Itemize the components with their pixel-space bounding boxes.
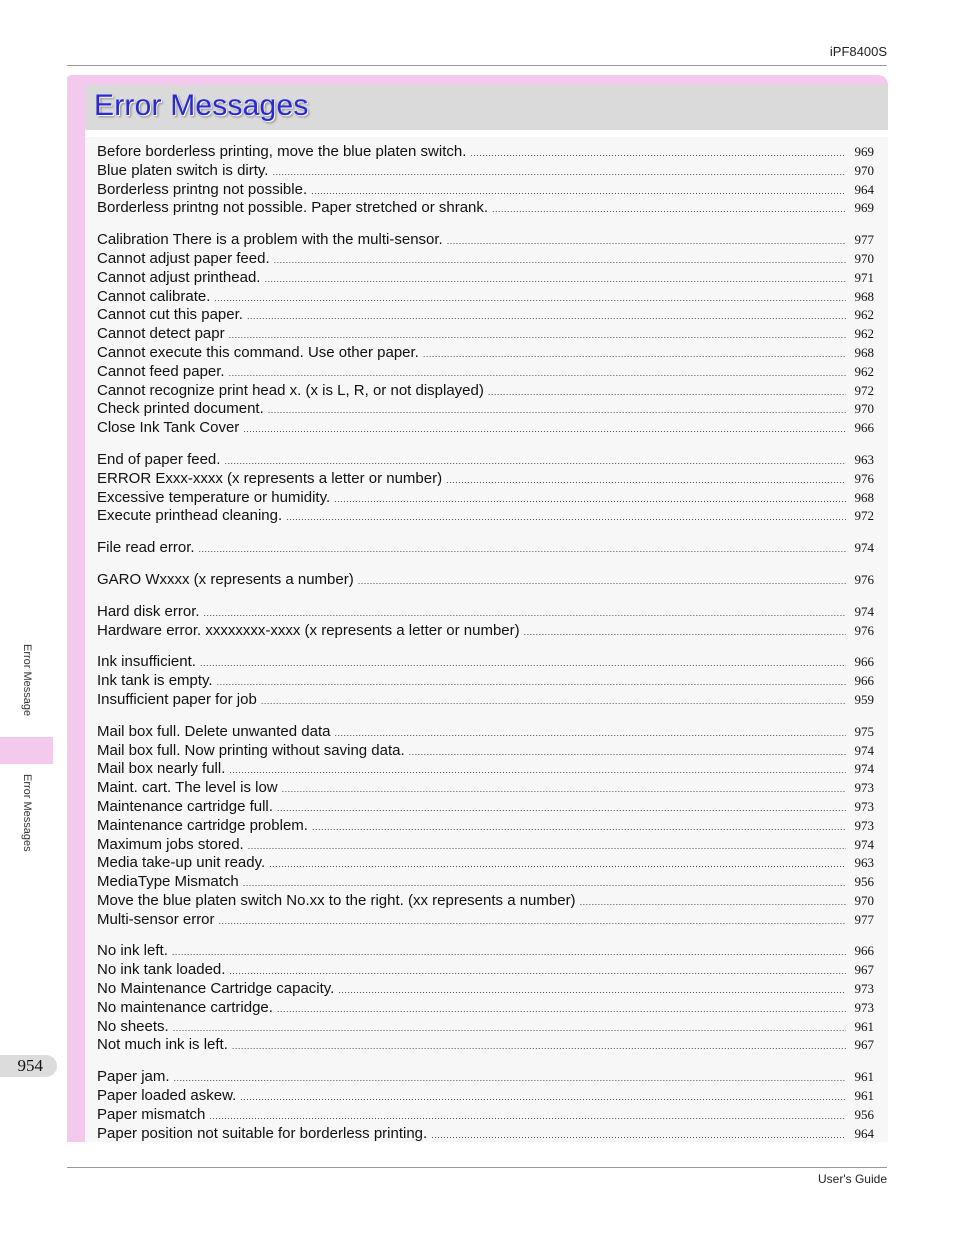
entry-page-number[interactable]: 962: [854, 307, 874, 323]
footer-rule: [67, 1167, 887, 1168]
index-group: [97, 571, 874, 590]
index-entry[interactable]: [97, 250, 874, 269]
entry-title[interactable]: Cannot execute this command. Use other paper.: [97, 343, 419, 361]
entry-title[interactable]: MediaType Mismatch: [97, 873, 239, 891]
index-group: [97, 1068, 874, 1143]
entry-page-number[interactable]: 974: [854, 540, 874, 556]
dot-leader: [219, 912, 846, 931]
dot-leader: [286, 508, 846, 527]
index-entry[interactable]: [97, 1068, 874, 1087]
entry-page-number[interactable]: 966: [854, 943, 874, 959]
index-entry[interactable]: [97, 571, 874, 590]
dot-leader: [247, 307, 846, 326]
entry-page-number[interactable]: 973: [854, 798, 874, 814]
dot-leader: [272, 163, 846, 182]
index-entry[interactable]: [97, 854, 874, 873]
entry-page-number[interactable]: 972: [854, 508, 874, 524]
index-entry[interactable]: [97, 603, 874, 622]
entry-title[interactable]: Maintenance cartridge problem.: [97, 816, 308, 834]
index-entry[interactable]: [97, 143, 874, 162]
entry-page-number[interactable]: 971: [854, 269, 874, 285]
index-entry[interactable]: [97, 507, 874, 526]
entry-title[interactable]: Maximum jobs stored.: [97, 835, 244, 853]
entry-title[interactable]: Media take-up unit ready.: [97, 854, 266, 872]
side-tab-marker: [0, 737, 53, 764]
dot-leader: [470, 144, 846, 163]
entry-title[interactable]: Not much ink is left.: [97, 1036, 228, 1054]
dot-leader: [229, 364, 846, 383]
entry-page-number[interactable]: 959: [854, 691, 874, 707]
index-group: [97, 723, 874, 930]
index-entry[interactable]: [97, 539, 874, 558]
entry-page-number[interactable]: 977: [854, 232, 874, 248]
dot-leader: [277, 799, 846, 818]
entry-page-number[interactable]: 974: [854, 836, 874, 852]
dot-leader: [217, 673, 846, 692]
entry-page-number[interactable]: 970: [854, 401, 874, 417]
index-entry[interactable]: [97, 400, 874, 419]
index-entry[interactable]: [97, 1087, 874, 1106]
error-message-index: [97, 143, 874, 1156]
entry-title[interactable]: Before borderless printing, move the blue platen switch.: [97, 143, 467, 160]
entry-title[interactable]: Mail box full. Now printing without saving data.: [97, 741, 405, 759]
dot-leader: [248, 837, 846, 856]
entry-page-number[interactable]: 966: [854, 654, 874, 670]
entry-title[interactable]: Blue platen switch is dirty.: [97, 161, 269, 179]
dot-leader: [232, 1037, 846, 1056]
index-entry[interactable]: [97, 999, 874, 1018]
entry-title[interactable]: No sheets.: [97, 1017, 169, 1035]
entry-page-number[interactable]: 963: [854, 855, 874, 871]
index-entry[interactable]: [97, 199, 874, 218]
index-entry[interactable]: [97, 742, 874, 761]
index-entry[interactable]: [97, 691, 874, 710]
dot-leader: [224, 452, 846, 471]
entry-page-number[interactable]: 976: [854, 470, 874, 486]
dot-leader: [174, 1069, 846, 1088]
index-group: [97, 942, 874, 1055]
dot-leader: [431, 1126, 846, 1145]
entry-title[interactable]: ERROR Exxx-xxxx (x represents a letter or number): [97, 469, 443, 487]
entry-page-number[interactable]: 976: [854, 622, 874, 638]
entry-title[interactable]: Cannot adjust paper feed.: [97, 249, 270, 267]
dot-leader: [243, 420, 846, 439]
index-entry[interactable]: [97, 1018, 874, 1037]
index-entry[interactable]: [97, 382, 874, 401]
index-entry[interactable]: [97, 1125, 874, 1144]
index-group: [97, 539, 874, 558]
index-entry[interactable]: [97, 942, 874, 961]
entry-page-number[interactable]: 963: [854, 451, 874, 467]
entry-page-number[interactable]: 961: [854, 1069, 874, 1085]
entry-title[interactable]: Calibration There is a problem with the multi-sensor.: [97, 231, 443, 249]
entry-title[interactable]: Maintenance cartridge full.: [97, 797, 273, 815]
entry-page-number[interactable]: 970: [854, 892, 874, 908]
entry-title[interactable]: Borderless printng not possible. Paper stretched or shrank.: [97, 199, 489, 217]
index-entry[interactable]: [97, 798, 874, 817]
dot-leader: [488, 383, 846, 402]
dot-leader: [423, 345, 846, 364]
footer-guide: User's Guide: [818, 1172, 887, 1186]
entry-page-number[interactable]: 974: [854, 742, 874, 758]
dot-leader: [492, 200, 846, 219]
index-entry[interactable]: [97, 622, 874, 641]
entry-title[interactable]: Ink tank is empty.: [97, 672, 213, 690]
dot-leader: [172, 943, 846, 962]
dot-leader: [580, 893, 846, 912]
entry-page-number[interactable]: 967: [854, 1037, 874, 1053]
header-model: iPF8400S: [829, 44, 887, 59]
index-entry[interactable]: [97, 1036, 874, 1055]
entry-title[interactable]: Cannot adjust printhead.: [97, 268, 261, 286]
entry-page-number[interactable]: 973: [854, 981, 874, 997]
entry-page-number[interactable]: 969: [854, 144, 874, 159]
entry-page-number[interactable]: 970: [854, 250, 874, 266]
entry-title[interactable]: Cannot recognize print head x. (x is L, R, or not displayed): [97, 381, 484, 399]
index-entry[interactable]: [97, 980, 874, 999]
index-entry[interactable]: [97, 779, 874, 798]
entry-title[interactable]: Cannot feed paper.: [97, 362, 225, 380]
dot-leader: [334, 490, 846, 509]
index-entry[interactable]: [97, 470, 874, 489]
index-group: [97, 603, 874, 641]
side-label-error-message: Error Message: [21, 644, 33, 717]
page-number: 954: [0, 1055, 57, 1077]
dot-leader: [268, 401, 846, 420]
entry-page-number[interactable]: 962: [854, 326, 874, 342]
entry-title[interactable]: Cannot calibrate.: [97, 287, 211, 305]
entry-title[interactable]: Close Ink Tank Cover: [97, 419, 240, 437]
entry-page-number[interactable]: 977: [854, 911, 874, 927]
dot-leader: [334, 724, 846, 743]
entry-title[interactable]: Paper loaded askew.: [97, 1087, 237, 1105]
dot-leader: [269, 855, 846, 874]
entry-title[interactable]: Execute printhead cleaning.: [97, 507, 283, 525]
dot-leader: [204, 604, 846, 623]
entry-page-number[interactable]: 961: [854, 1088, 874, 1104]
entry-page-number[interactable]: 961: [854, 1018, 874, 1034]
entry-title[interactable]: No ink tank loaded.: [97, 961, 226, 979]
index-entry[interactable]: [97, 489, 874, 508]
entry-title[interactable]: Move the blue platen switch No.xx to the right. (xx represents a number): [97, 891, 576, 909]
entry-title[interactable]: Mail box nearly full.: [97, 760, 226, 778]
index-entry[interactable]: [97, 162, 874, 181]
entry-title[interactable]: Ink insufficient.: [97, 653, 196, 671]
entry-page-number[interactable]: 967: [854, 962, 874, 978]
index-entry[interactable]: [97, 911, 874, 930]
entry-page-number[interactable]: 970: [854, 162, 874, 178]
dot-leader: [274, 251, 846, 270]
entry-page-number[interactable]: 974: [854, 603, 874, 619]
dot-leader: [312, 818, 846, 837]
entry-page-number[interactable]: 972: [854, 382, 874, 398]
dot-leader: [173, 1019, 846, 1038]
index-entry[interactable]: [97, 419, 874, 438]
index-group: [97, 653, 874, 709]
entry-title[interactable]: Excessive temperature or humidity.: [97, 488, 331, 506]
entry-page-number[interactable]: 964: [854, 1125, 874, 1141]
entry-title[interactable]: Hard disk error.: [97, 602, 200, 620]
index-entry[interactable]: [97, 451, 874, 470]
entry-title[interactable]: Paper position not suitable for borderless printing.: [97, 1124, 428, 1142]
index-entry[interactable]: [97, 288, 874, 307]
index-entry[interactable]: [97, 892, 874, 911]
entry-title[interactable]: Mail box full. Delete unwanted data: [97, 722, 331, 740]
entry-title[interactable]: Insufficient paper for job: [97, 690, 257, 708]
dot-leader: [229, 761, 846, 780]
entry-title[interactable]: GARO Wxxxx (x represents a number): [97, 570, 354, 588]
entry-title[interactable]: Cannot detect papr: [97, 325, 225, 343]
side-label-error-messages: Error Messages: [21, 774, 33, 852]
entry-page-number[interactable]: 975: [854, 723, 874, 739]
entry-title[interactable]: Hardware error. xxxxxxxx-xxxx (x represents a letter or number): [97, 621, 520, 639]
index-entry[interactable]: [97, 269, 874, 288]
dot-leader: [209, 1107, 846, 1126]
entry-title[interactable]: No Maintenance Cartridge capacity.: [97, 980, 335, 998]
entry-title[interactable]: Multi-sensor error: [97, 910, 215, 928]
index-entry[interactable]: [97, 873, 874, 892]
entry-page-number[interactable]: 956: [854, 1106, 874, 1122]
dot-leader: [243, 874, 846, 893]
entry-page-number[interactable]: 964: [854, 181, 874, 197]
dot-leader: [200, 654, 846, 673]
entry-page-number[interactable]: 973: [854, 817, 874, 833]
entry-page-number[interactable]: 968: [854, 344, 874, 360]
index-entry[interactable]: [97, 344, 874, 363]
entry-page-number[interactable]: 962: [854, 363, 874, 379]
dot-leader: [261, 692, 846, 711]
entry-title[interactable]: End of paper feed.: [97, 450, 221, 468]
header-rule: [67, 65, 887, 66]
index-entry[interactable]: [97, 672, 874, 691]
entry-page-number[interactable]: 966: [854, 420, 874, 436]
entry-title[interactable]: Check printed document.: [97, 400, 264, 418]
dot-leader: [524, 623, 846, 642]
entry-page-number[interactable]: 973: [854, 780, 874, 796]
dot-leader: [446, 471, 846, 490]
dot-leader: [282, 780, 846, 799]
index-group: [97, 451, 874, 526]
dot-leader: [358, 572, 846, 591]
index-group: [97, 143, 874, 218]
entry-title[interactable]: File read error.: [97, 539, 195, 557]
index-entry[interactable]: [97, 817, 874, 836]
entry-page-number[interactable]: 969: [854, 200, 874, 216]
dot-leader: [264, 270, 846, 289]
dot-leader: [214, 289, 846, 308]
dot-leader: [199, 540, 846, 559]
entry-title[interactable]: No ink left.: [97, 942, 168, 960]
entry-title[interactable]: Paper jam.: [97, 1068, 170, 1086]
dot-leader: [338, 981, 846, 1000]
page-title: Error Messages: [94, 89, 309, 122]
entry-page-number[interactable]: 968: [854, 489, 874, 505]
entry-title[interactable]: Maint. cart. The level is low: [97, 779, 278, 797]
dot-leader: [311, 182, 846, 201]
index-group: [97, 231, 874, 438]
dot-leader: [240, 1088, 846, 1107]
entry-page-number[interactable]: 968: [854, 288, 874, 304]
entry-page-number[interactable]: 973: [854, 999, 874, 1015]
left-accent-strip: [67, 130, 85, 1142]
entry-title[interactable]: Cannot cut this paper.: [97, 306, 243, 324]
index-entry[interactable]: [97, 723, 874, 742]
index-entry[interactable]: [97, 1106, 874, 1125]
entry-page-number[interactable]: 974: [854, 761, 874, 777]
index-entry[interactable]: [97, 231, 874, 250]
dot-leader: [447, 232, 846, 251]
dot-leader: [409, 743, 846, 762]
entry-page-number[interactable]: 976: [854, 571, 874, 587]
index-entry[interactable]: [97, 181, 874, 200]
entry-title[interactable]: No maintenance cartridge.: [97, 998, 273, 1016]
dot-leader: [229, 326, 846, 345]
index-entry[interactable]: [97, 653, 874, 672]
entry-title[interactable]: Borderless printng not possible.: [97, 180, 308, 198]
dot-leader: [277, 1000, 846, 1019]
index-entry[interactable]: [97, 306, 874, 325]
index-entry[interactable]: [97, 961, 874, 980]
entry-page-number[interactable]: 966: [854, 673, 874, 689]
entry-title[interactable]: Paper mismatch: [97, 1105, 206, 1123]
dot-leader: [229, 962, 846, 981]
index-entry[interactable]: [97, 836, 874, 855]
index-entry[interactable]: [97, 363, 874, 382]
index-entry[interactable]: [97, 760, 874, 779]
index-entry[interactable]: [97, 325, 874, 344]
entry-page-number[interactable]: 956: [854, 874, 874, 890]
